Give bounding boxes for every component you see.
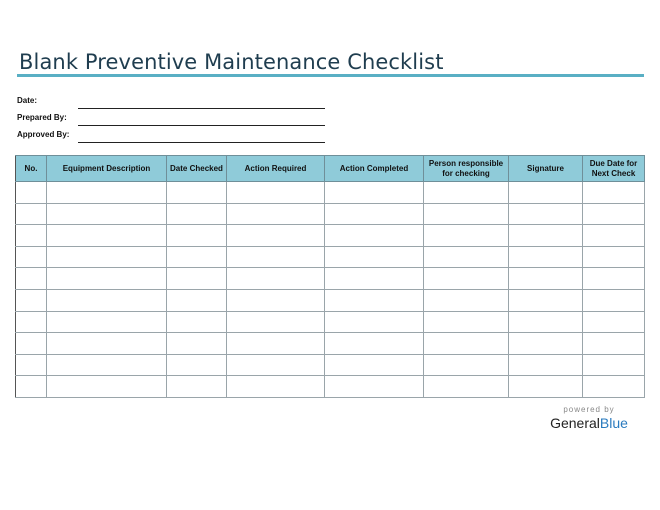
table-cell[interactable] (325, 333, 424, 355)
table-cell[interactable] (424, 268, 509, 290)
table-cell[interactable] (47, 268, 167, 290)
checklist-table (15, 155, 645, 398)
table-cell[interactable] (227, 268, 325, 290)
table-cell[interactable] (325, 289, 424, 311)
table-cell[interactable] (583, 246, 645, 268)
date-label: Date: (17, 96, 38, 105)
header-due-date: Due Date for Next Check (583, 156, 645, 182)
page-title: Blank Preventive Maintenance Checklist (19, 50, 444, 74)
table-cell[interactable] (47, 311, 167, 333)
table-cell[interactable] (227, 289, 325, 311)
table-cell[interactable] (47, 354, 167, 376)
table-cell[interactable] (227, 203, 325, 225)
table-row (16, 225, 645, 247)
table-cell[interactable] (583, 225, 645, 247)
table-row (16, 354, 645, 376)
table-row (16, 333, 645, 355)
table-cell[interactable] (16, 376, 47, 398)
table-cell[interactable] (167, 246, 227, 268)
table-cell[interactable] (325, 376, 424, 398)
table-cell[interactable] (47, 376, 167, 398)
table-cell[interactable] (16, 289, 47, 311)
table-cell[interactable] (47, 246, 167, 268)
table-body (16, 182, 645, 398)
table-cell[interactable] (583, 311, 645, 333)
header-person-responsible: Person responsible for checking (424, 156, 509, 182)
table-cell[interactable] (424, 376, 509, 398)
table-cell[interactable] (167, 354, 227, 376)
table-row (16, 376, 645, 398)
header-action-completed: Action Completed (325, 156, 424, 182)
table-cell[interactable] (325, 182, 424, 204)
table-cell[interactable] (583, 203, 645, 225)
table-cell[interactable] (47, 333, 167, 355)
table-cell[interactable] (47, 289, 167, 311)
table-cell[interactable] (325, 225, 424, 247)
table-cell[interactable] (325, 203, 424, 225)
table-cell[interactable] (583, 376, 645, 398)
table-cell[interactable] (583, 333, 645, 355)
approved-by-field[interactable] (78, 142, 325, 143)
table-cell[interactable] (227, 182, 325, 204)
table-cell[interactable] (167, 376, 227, 398)
table-cell[interactable] (509, 311, 583, 333)
table-cell[interactable] (167, 289, 227, 311)
header-equipment-description: Equipment Description (47, 156, 167, 182)
table-cell[interactable] (167, 268, 227, 290)
table-row (16, 268, 645, 290)
title-underline (17, 74, 644, 77)
table-cell[interactable] (227, 376, 325, 398)
table-cell[interactable] (424, 225, 509, 247)
table-cell[interactable] (325, 311, 424, 333)
table-header-row (16, 156, 645, 182)
brand-name (548, 415, 630, 431)
table-cell[interactable] (583, 289, 645, 311)
table-cell[interactable] (583, 268, 645, 290)
table-cell[interactable] (167, 311, 227, 333)
table-cell[interactable] (424, 203, 509, 225)
table-cell[interactable] (47, 203, 167, 225)
header-signature: Signature (509, 156, 583, 182)
table-cell[interactable] (424, 182, 509, 204)
table-cell[interactable] (47, 182, 167, 204)
table-cell[interactable] (16, 225, 47, 247)
table-cell[interactable] (16, 333, 47, 355)
table-cell[interactable] (167, 182, 227, 204)
brand-name-general: General (550, 415, 600, 431)
table-row (16, 289, 645, 311)
table-cell[interactable] (424, 246, 509, 268)
table-row (16, 203, 645, 225)
table-cell[interactable] (167, 333, 227, 355)
table-cell[interactable] (509, 246, 583, 268)
approved-by-label: Approved By: (17, 130, 70, 139)
powered-by-text: powered by (563, 405, 615, 414)
table-cell[interactable] (167, 203, 227, 225)
table-cell[interactable] (16, 311, 47, 333)
table-cell[interactable] (509, 268, 583, 290)
table-cell[interactable] (47, 225, 167, 247)
table-cell[interactable] (227, 225, 325, 247)
table-cell[interactable] (16, 246, 47, 268)
prepared-by-field[interactable] (78, 125, 325, 126)
table-cell[interactable] (583, 354, 645, 376)
table-cell[interactable] (227, 333, 325, 355)
table-cell[interactable] (509, 376, 583, 398)
table-cell[interactable] (227, 246, 325, 268)
table-cell[interactable] (509, 354, 583, 376)
header-no: No. (16, 156, 47, 182)
table-cell[interactable] (16, 182, 47, 204)
header-date-checked: Date Checked (167, 156, 227, 182)
table-cell[interactable] (227, 354, 325, 376)
table-cell[interactable] (227, 311, 325, 333)
table-cell[interactable] (509, 182, 583, 204)
brand-logo (548, 405, 630, 431)
header-action-required: Action Required (227, 156, 325, 182)
table-cell[interactable] (167, 225, 227, 247)
table-row (16, 246, 645, 268)
table-cell[interactable] (16, 203, 47, 225)
table-cell[interactable] (325, 354, 424, 376)
table-cell[interactable] (424, 333, 509, 355)
brand-name-blue: Blue (599, 415, 628, 431)
table-cell[interactable] (509, 225, 583, 247)
table-cell[interactable] (509, 333, 583, 355)
table-row (16, 311, 645, 333)
prepared-by-label: Prepared By: (17, 113, 67, 122)
date-field[interactable] (78, 108, 325, 109)
table-cell[interactable] (325, 246, 424, 268)
table-cell[interactable] (325, 268, 424, 290)
table-cell[interactable] (583, 182, 645, 204)
table-cell[interactable] (424, 289, 509, 311)
table-cell[interactable] (424, 354, 509, 376)
table-cell[interactable] (509, 203, 583, 225)
table-cell[interactable] (16, 354, 47, 376)
table-cell[interactable] (424, 311, 509, 333)
table-row (16, 182, 645, 204)
table-cell[interactable] (509, 289, 583, 311)
table-cell[interactable] (16, 268, 47, 290)
